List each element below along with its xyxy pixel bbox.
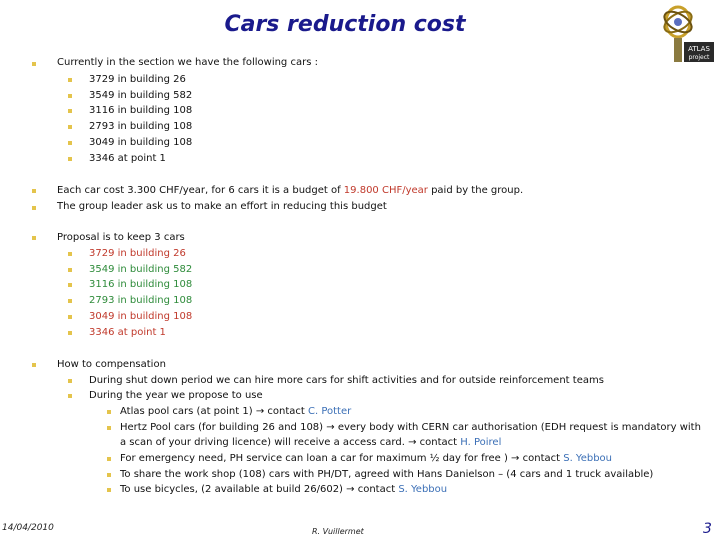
proposal-car-item: 3729 in building 26 (89, 248, 186, 259)
item-text: For emergency need, PH service can loan a car for maximum ½ day for free ) (120, 453, 512, 464)
compensation-item (120, 404, 351, 420)
bullet-icon (68, 141, 72, 145)
pointing-hand-icon: → (408, 437, 417, 448)
proposal-car-item: 3549 in building 582 (89, 263, 193, 275)
bullet-icon (68, 299, 72, 303)
bullet-icon (68, 157, 72, 161)
page-number: 3 (703, 521, 712, 537)
contact-name: S. Yebbou (398, 484, 448, 495)
proposal-car-item: 3049 in building 108 (89, 310, 193, 322)
item-text: Hertz Pool cars (for building 26 and 108) (120, 422, 327, 433)
item-text: a scan of your driving licence) will receive a access card. (120, 437, 409, 448)
section2-line1-pre: Each car cost 3.300 CHF/year, for 6 cars it is a budget of (57, 185, 344, 196)
footer-author: R. Vuillermet (312, 527, 364, 536)
bullet-icon (68, 379, 72, 383)
section4-sub2: During the year we propose to use (89, 390, 263, 401)
item-text: every body with CERN car authorisation (EDH request is mandatory with (334, 422, 701, 433)
pointing-hand-icon: → (511, 453, 520, 464)
bullet-icon (68, 125, 72, 129)
contact-name: C. Potter (307, 406, 352, 417)
item-text: contact (264, 406, 308, 417)
slide-title: Cars reduction cost (224, 12, 466, 37)
bullet-icon (68, 94, 72, 98)
compensation-item (120, 420, 701, 436)
section2-line1-post: paid by the group. (427, 185, 524, 196)
car-item: 3549 in building 582 (89, 89, 193, 101)
item-text: contact (354, 484, 399, 495)
bullet-icon (107, 426, 111, 430)
pointing-hand-icon: → (255, 406, 265, 417)
section1-intro: Currently in the section we have the following cars : (57, 57, 318, 68)
compensation-item (120, 467, 653, 483)
section4-intro: How to compensation (57, 359, 166, 370)
bullet-icon (32, 62, 36, 66)
bullet-icon (107, 488, 111, 492)
bullet-icon (68, 283, 72, 287)
item-text: contact (519, 453, 564, 464)
car-item: 3346 at point 1 (89, 152, 166, 164)
proposal-car-item: 3116 in building 108 (89, 279, 193, 291)
pointing-hand-icon: → (346, 484, 355, 495)
pointing-hand-icon: → (326, 422, 335, 433)
bullet-icon (68, 315, 72, 319)
car-item: 2793 in building 108 (89, 121, 193, 133)
bullet-icon (68, 78, 72, 82)
bullet-icon (32, 206, 36, 210)
bullet-icon (107, 473, 111, 477)
footer-date: 14/04/2010 (2, 523, 54, 533)
item-text: To share the work shop (108) cars with PH/DT, agreed with Hans Danielson – (4 cars and 1 truck available) (120, 469, 654, 480)
proposal-car-item: 2793 in building 108 (89, 295, 193, 307)
bullet-icon (107, 457, 111, 461)
bullet-icon (68, 109, 72, 113)
logo-text-project: project (688, 54, 710, 61)
section2-line1 (57, 183, 523, 199)
bullet-icon (68, 268, 72, 272)
bullet-icon (68, 331, 72, 335)
compensation-item (120, 451, 612, 467)
contact-name: S. Yebbou (563, 453, 613, 464)
bullet-icon (107, 410, 111, 414)
item-text: To use bicycles, (2 available at build 26/602) (120, 484, 347, 495)
compensation-item (120, 435, 501, 451)
bullet-icon (32, 236, 36, 240)
bullet-icon (32, 189, 36, 193)
car-item: 3049 in building 108 (89, 136, 193, 148)
budget-highlight: 19.800 CHF/year (343, 185, 428, 196)
section3-intro: Proposal is to keep 3 cars (57, 232, 185, 243)
contact-name: H. Poirel (460, 437, 502, 448)
logo-text-atlas: ATLAS (688, 45, 710, 53)
car-item: 3729 in building 26 (89, 74, 186, 85)
compensation-item (120, 482, 447, 498)
proposal-car-item: 3346 at point 1 (89, 326, 166, 338)
bullet-icon (68, 394, 72, 398)
section4-sub1: During shut down period we can hire more cars for shift activities and for outside reinforcement teams (89, 375, 604, 386)
bullet-icon (68, 252, 72, 256)
section2-line2: The group leader ask us to make an effort in reducing this budget (57, 201, 387, 212)
item-text: Atlas pool cars (at point 1) (120, 406, 256, 417)
bullet-icon (32, 363, 36, 367)
car-item: 3116 in building 108 (89, 105, 193, 117)
item-text: contact (416, 437, 461, 448)
